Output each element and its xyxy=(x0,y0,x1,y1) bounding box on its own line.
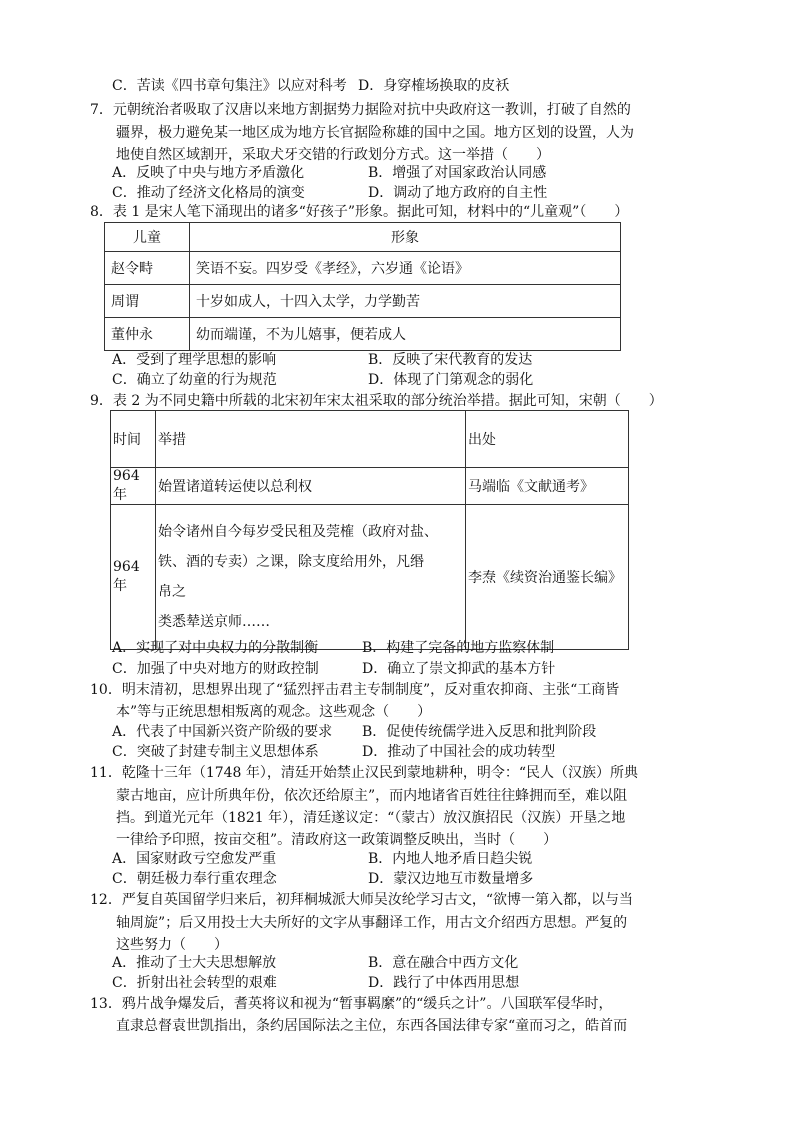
q11-option-c: C．朝廷极力奉行重农理念 xyxy=(112,871,277,887)
table-cell-multiline xyxy=(156,505,466,650)
q7-option-b: B．增强了对国家政治认同感 xyxy=(368,165,547,181)
q9-option-a: A．实现了对中央权力的分散制衡 xyxy=(112,640,319,656)
q8-option-d: D．体现了门第观念的弱化 xyxy=(368,372,534,388)
q11-option-b: B．内地人地矛盾日趋尖锐 xyxy=(368,851,533,867)
q9-stem: 9．表 2 为不同史籍中所载的北宋初年宋太祖采取的部分统治举措。据此可知，宋朝（ ） xyxy=(90,393,663,409)
q8-stem: 8．表 1 是宋人笔下涌现出的诸多“好孩子”形象。据此可知，材料中的“儿童观”（ ） xyxy=(90,204,629,220)
q10-stem-line-2: 本”等与正统思想相叛离的观念。这些观念（ ） xyxy=(116,704,432,720)
q6-option-d: D．身穿榷场换取的皮袄 xyxy=(358,78,510,94)
q7-option-d: D．调动了地方政府的自主性 xyxy=(368,185,548,201)
table-cell: 马端临《文献通考》 xyxy=(466,468,629,505)
measure-line: 类悉辇送京师…… xyxy=(158,614,270,630)
table-cell: 964 年 xyxy=(111,505,156,650)
q11-option-a: A．国家财政亏空愈发严重 xyxy=(112,851,277,867)
measure-line: 始令诸州自今每岁受民租及莞榷（政府对盐、 xyxy=(158,524,438,540)
measure-line: 铁、酒的专卖）之课，除支度给用外，凡缗 xyxy=(158,554,424,570)
q7-stem-line-3: 地使自然区域割开，采取犬牙交错的行政划分方式。这一举措（ ） xyxy=(116,147,550,163)
table-2-header-source: 出处 xyxy=(466,411,629,468)
q10-option-a: A．代表了中国新兴资产阶级的要求 xyxy=(112,724,333,740)
q8-option-a: A．受到了理学思想的影响 xyxy=(112,352,277,368)
q12-option-d: D．践行了中体西用思想 xyxy=(368,975,520,991)
q12-stem-line-1: 12．严复自英国留学归来后，初拜桐城派大师吴汝纶学习古文，“欲博一第入都，以与当 xyxy=(90,892,633,908)
q9-option-d: D．确立了崇文抑武的基本方针 xyxy=(362,661,556,677)
table-2-header-time: 时间 xyxy=(111,411,156,468)
table-row xyxy=(105,252,621,285)
q7-stem-line-2: 疆界，极力避免某一地区成为地方长官据险称雄的国中之国。地方区划的设置，人为 xyxy=(116,125,634,141)
table-cell: 笑语不妄。四岁受《孝经》，六岁通《论语》 xyxy=(190,252,621,285)
q12-stem-line-2: 轴周旋”；后又用投士大夫所好的文字从事翻译工作，用古文介绍西方思想。严复的 xyxy=(116,915,628,931)
q7-option-c: C．推动了经济文化格局的演变 xyxy=(112,185,305,201)
table-cell: 董仲永 xyxy=(105,318,190,351)
table-1 xyxy=(104,222,621,351)
q12-stem-line-3: 这些努力（ ） xyxy=(116,937,228,953)
table-cell: 赵令畤 xyxy=(105,252,190,285)
table-cell: 周谓 xyxy=(105,285,190,318)
q12-option-a: A．推动了士大夫思想解放 xyxy=(112,955,277,971)
q13-stem-line-2: 直隶总督袁世凯指出，条约居国际法之主位，东西各国法律专家“童而习之，皓首而 xyxy=(116,1018,628,1034)
q12-option-b: B．意在融合中西方文化 xyxy=(368,955,519,971)
q11-stem-line-4: 一律给予印照，按亩交租”。清政府这一政策调整反映出，当时（ ） xyxy=(116,832,558,848)
q12-option-c: C．折射出社会转型的艰难 xyxy=(112,975,277,991)
q10-option-d: D．推动了中国社会的成功转型 xyxy=(362,744,556,760)
q6-option-c: C．苦读《四书章句集注》以应对科考 xyxy=(112,78,347,94)
table-cell: 幼而端谨，不为儿嬉事，便若成人 xyxy=(190,318,621,351)
q11-stem-line-2: 蒙古地亩，应计所典年份，依次还给原主”，而内地诸省百姓往往蜂拥而至，难以阻 xyxy=(116,788,628,804)
measure-line: 帛之 xyxy=(158,584,186,600)
table-row xyxy=(105,318,621,351)
q7-stem-line-1: 7．元朝统治者吸取了汉唐以来地方割据势力据险对抗中央政府这一教训，打破了自然的 xyxy=(90,102,631,118)
q10-option-b: B．促使传统儒学进入反思和批判阶段 xyxy=(362,724,597,740)
table-cell: 十岁如成人，十四入太学，力学勤苦 xyxy=(190,285,621,318)
q8-option-b: B．反映了宋代教育的发达 xyxy=(368,352,533,368)
table-2-header-measure: 举措 xyxy=(156,411,466,468)
q11-stem-line-3: 挡。到道光元年（1821 年），清廷遂议定：“（蒙古）放汉旗招民（汉族）开垦之地 xyxy=(116,810,626,826)
q13-stem-line-1: 13．鸦片战争爆发后，耆英将议和视为“暂事羁縻”的“缓兵之计”。八国联军侵华时， xyxy=(90,996,613,1012)
q11-option-d: D．蒙汉边地互市数量增多 xyxy=(368,871,534,887)
q9-option-c: C．加强了中央对地方的财政控制 xyxy=(112,661,319,677)
table-row xyxy=(111,468,629,505)
q7-option-a: A．反映了中央与地方矛盾激化 xyxy=(112,165,305,181)
q10-stem-line-1: 10．明末清初，思想界出现了“猛烈抨击君主专制制度”，反对重农抑商、主张“工商皆 xyxy=(90,682,620,698)
table-1-header-image: 形象 xyxy=(190,223,621,252)
table-1-header-child: 儿童 xyxy=(105,223,190,252)
q8-option-c: C．确立了幼童的行为规范 xyxy=(112,372,277,388)
table-2 xyxy=(110,410,629,650)
table-row xyxy=(111,505,629,650)
q11-stem-line-1: 11．乾隆十三年（1748 年），清廷开始禁止汉民到蒙地耕种，明令：“民人（汉族）所典 xyxy=(90,765,639,781)
q9-option-b: B．构建了完备的地方监察体制 xyxy=(362,640,555,656)
table-cell: 始置诸道转运使以总利权 xyxy=(156,468,466,505)
table-row xyxy=(105,285,621,318)
table-cell: 李焘《续资治通鉴长编》 xyxy=(466,505,629,650)
table-cell: 964 年 xyxy=(111,468,156,505)
q10-option-c: C．突破了封建专制主义思想体系 xyxy=(112,744,319,760)
